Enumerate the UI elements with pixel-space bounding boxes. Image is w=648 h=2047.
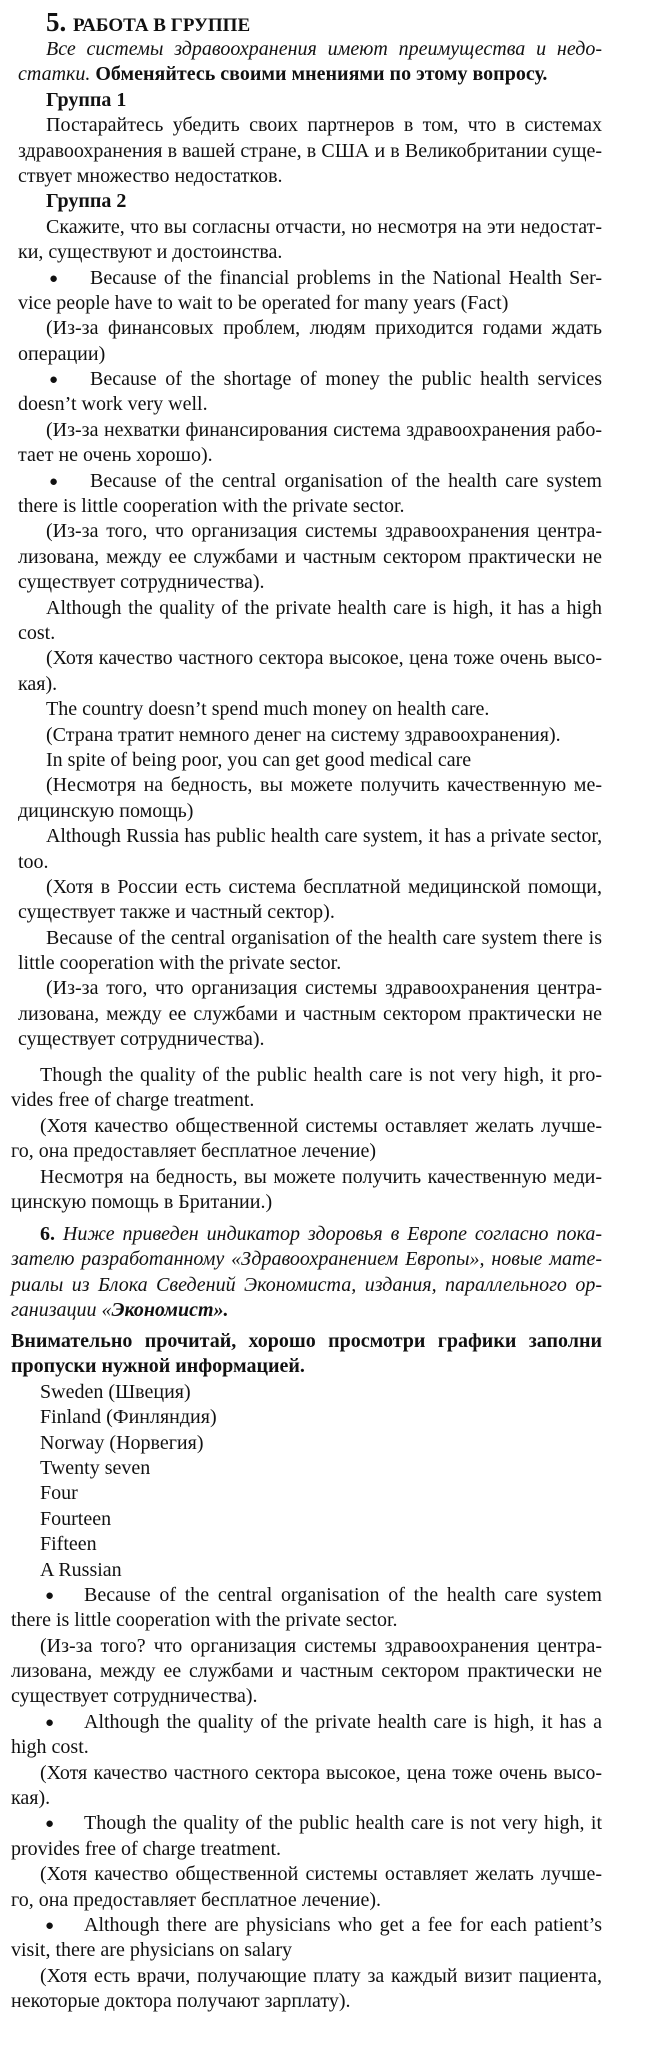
text-segment: Все системы здравоохранения имеют преимущества и недо-	[46, 38, 602, 60]
bullet-paragraph	[18, 367, 602, 418]
text-paragraph	[18, 596, 602, 647]
line-text: provides free of charge treatment.	[11, 1837, 282, 1860]
line-text: Because of the central organisation of the health care system	[90, 469, 602, 492]
text-line	[18, 266, 602, 291]
line-text: (Из-за финансовых проблем, людям приходится годами ждать	[46, 317, 602, 340]
line-text: кая).	[11, 1787, 51, 1810]
text-line	[11, 1786, 602, 1811]
text-line	[11, 1273, 602, 1298]
line-text: Although there are physicians who get a fee for each patient’s	[84, 1913, 602, 1936]
text-line	[18, 824, 602, 849]
text-paragraph	[18, 773, 602, 824]
text-line	[18, 1027, 602, 1052]
line-text: (Несмотря на бедность, вы можете получить качественную ме-	[46, 774, 602, 797]
text-line	[18, 62, 602, 87]
text-line	[18, 392, 602, 417]
text-paragraph	[18, 976, 602, 1052]
text-line	[11, 1507, 602, 1532]
text-line	[11, 1761, 602, 1786]
text-paragraph	[18, 697, 602, 722]
line-text: vice people have to wait to be operated for many years (Fact)	[18, 291, 509, 314]
text-line	[11, 1380, 602, 1405]
text-paragraph	[11, 1761, 602, 1812]
text-segment: Обменяйтесь своими мнениями по этому вопросу.	[90, 63, 548, 86]
text-line	[11, 1481, 602, 1506]
bullet-paragraph	[11, 1811, 602, 1862]
text-line	[11, 1634, 602, 1659]
text-paragraph	[11, 1862, 602, 1913]
line-text: little cooperation with the private sector.	[18, 952, 342, 975]
text-line	[11, 1088, 602, 1113]
text-line	[18, 342, 602, 367]
text-line	[18, 418, 602, 443]
text-segment: ганизации «	[11, 1299, 112, 1322]
text-paragraph	[18, 824, 602, 875]
subheading-paragraph	[18, 88, 602, 113]
list-item-paragraph	[11, 1481, 602, 1506]
line-text: (Из-за того, что организация системы здравоохранения центра-	[46, 977, 602, 1000]
text-line	[18, 951, 602, 976]
bullet-paragraph	[18, 266, 602, 317]
text-segment: зателю разработанному «Здравоохранением Европы», новые мате-	[11, 1248, 602, 1271]
text-line	[11, 1659, 602, 1684]
list-item-paragraph	[11, 1558, 602, 1583]
text-line	[18, 850, 602, 875]
text-line	[18, 748, 602, 773]
line-text: Fourteen	[40, 1507, 112, 1530]
line-text: A Russian	[40, 1558, 122, 1581]
text-line	[18, 976, 602, 1001]
line-text: (Хотя есть врачи, получающие плату за каждый визит пациента,	[40, 1964, 602, 1987]
line-text: цинскую помощь в Британии.)	[11, 1190, 273, 1213]
text-line	[18, 672, 602, 697]
text-line	[18, 926, 602, 951]
text-line	[11, 1139, 602, 1164]
line-text: лизована, между ее службами и частным сектором практически не	[11, 1660, 602, 1683]
exercise-paragraph	[11, 1222, 602, 1324]
line-text: здравоохранения в вашей стране, в США и в Великобритании суще-	[18, 139, 602, 162]
text-line	[18, 37, 602, 62]
text-line	[11, 1247, 602, 1272]
line-text: лизована, между ее службами и частным сектором практически не	[18, 545, 602, 568]
line-text: (Из-за того? что организация системы здравоохранения центра-	[40, 1634, 602, 1657]
text-paragraph	[18, 316, 602, 367]
text-paragraph	[11, 1964, 602, 2015]
text-segment: 5.	[46, 7, 73, 37]
text-line	[18, 469, 602, 494]
line-text: (Страна тратит немного денег на систему здравоохранения).	[46, 723, 561, 746]
bullet-paragraph	[11, 1583, 602, 1634]
text-line	[18, 900, 602, 925]
text-line	[18, 291, 602, 316]
text-paragraph	[18, 215, 602, 266]
line-text: кая).	[18, 672, 58, 695]
text-line	[18, 494, 602, 519]
bullet-icon: ●	[45, 1917, 55, 1934]
line-text: vides free of charge treatment.	[11, 1089, 255, 1112]
text-segment: Ниже приведен индикатор здоровья в Европе согласно пока-	[62, 1223, 602, 1245]
line-text: there is little cooperation with the private sector.	[11, 1609, 398, 1632]
line-text: существует также и частный сектор).	[18, 901, 335, 924]
line-text: Norway (Норвегия)	[40, 1431, 204, 1454]
line-text: (Хотя в России есть система бесплатной медицинской помощи,	[46, 875, 602, 898]
text-line	[11, 1735, 602, 1760]
text-line	[11, 1354, 602, 1379]
text-line	[11, 1558, 602, 1583]
subheading-paragraph	[18, 189, 602, 214]
line-text: дицинскую помощь)	[18, 799, 194, 822]
list-item-paragraph	[11, 1431, 602, 1456]
text-line	[18, 240, 602, 265]
text-paragraph	[18, 723, 602, 748]
section-exercise-6	[11, 1222, 602, 1324]
text-line	[11, 1608, 602, 1633]
text-line	[11, 1938, 602, 1963]
heading-paragraph	[18, 9, 602, 37]
text-line	[11, 1837, 602, 1862]
line-text: Four	[40, 1482, 78, 1505]
text-line	[18, 697, 602, 722]
text-line	[11, 1165, 602, 1190]
text-line	[18, 545, 602, 570]
text-line	[11, 1964, 602, 1989]
line-text: Постарайтесь убедить своих партнеров в том, что в системах	[46, 114, 602, 137]
text-line	[18, 723, 602, 748]
list-item-paragraph	[11, 1532, 602, 1557]
line-text: (Хотя качество общественной системы оставляет желать лучше-	[40, 1863, 602, 1886]
text-segment: риалы из Блока Сведений Экономиста, издания, параллельного ор-	[11, 1273, 602, 1296]
text-segment: Внимательно прочитай, хорошо просмотри графики заполни	[11, 1330, 602, 1352]
line-text: го, она предоставляет бесплатное лечение)	[11, 1140, 376, 1163]
line-text: The country doesn’t spend much money on health care.	[46, 698, 490, 721]
line-text: ки, существуют и достоинства.	[18, 241, 283, 264]
text-line	[18, 773, 602, 798]
text-paragraph	[18, 418, 602, 469]
text-line	[11, 1888, 602, 1913]
bullet-icon: ●	[45, 1816, 55, 1833]
text-line	[11, 1329, 602, 1354]
line-text: лизована, между ее службами и частным сектором практически не	[18, 1002, 602, 1025]
line-text: Although the quality of the private health care is high, it has a high	[46, 596, 602, 619]
text-line	[11, 1913, 602, 1938]
line-text: doesn’t work very well.	[18, 393, 208, 416]
line-text: Скажите, что вы согласны отчасти, но несмотря на эти недостат-	[46, 215, 602, 238]
line-text: In spite of being poor, you can get good medical care	[46, 748, 472, 771]
line-text: Although the quality of the private health care is high, it has a	[84, 1710, 602, 1733]
line-text: Because of the central organisation of the health care system	[84, 1583, 602, 1606]
text-line	[11, 1190, 602, 1215]
text-line	[11, 1710, 602, 1735]
text-line	[18, 367, 602, 392]
text-paragraph	[18, 748, 602, 773]
intro-paragraph	[18, 37, 602, 88]
text-line	[11, 1989, 602, 2014]
text-line	[18, 1002, 602, 1027]
text-line	[11, 1456, 602, 1481]
line-text: (Из-за того, что организация системы здравоохранения центра-	[46, 520, 602, 543]
text-line	[11, 1684, 602, 1709]
line-text: visit, there are physicians on salary	[11, 1939, 293, 1962]
line-text: Although Russia has public health care system, it has a private sector,	[46, 825, 602, 848]
text-segment: пропуски нужной информацией.	[11, 1355, 305, 1378]
section-group-work	[18, 9, 602, 1053]
text-line	[18, 9, 602, 37]
bullet-icon: ●	[45, 1714, 55, 1731]
text-segment: ».	[213, 1299, 229, 1322]
text-line	[18, 570, 602, 595]
text-line	[11, 1114, 602, 1139]
line-text: (Хотя качество общественной системы оставляет желать лучше-	[40, 1114, 602, 1137]
bullet-paragraph	[11, 1913, 602, 1964]
line-text: Because of the shortage of money the public health services	[90, 368, 602, 391]
bullet-icon: ●	[49, 473, 59, 490]
text-paragraph	[18, 519, 602, 595]
text-segment: статки.	[18, 63, 91, 86]
list-item-paragraph	[11, 1507, 602, 1532]
bullet-icon: ●	[49, 372, 59, 389]
line-text: (Из-за нехватки финансирования система здравоохранения рабо-	[46, 418, 602, 441]
list-item-paragraph	[11, 1380, 602, 1405]
text-paragraph	[11, 1114, 602, 1165]
text-segment: 6.	[40, 1223, 63, 1245]
bullet-icon: ●	[49, 270, 59, 287]
text-line	[18, 113, 602, 138]
text-line	[11, 1431, 602, 1456]
text-line	[11, 1298, 602, 1323]
line-text: Because of the central organisation of the health care system there is	[46, 926, 602, 949]
line-text: cost.	[18, 621, 56, 644]
section-public-care-notes	[11, 1063, 602, 1215]
line-text: there is little cooperation with the private sector.	[18, 495, 405, 518]
line-text: too.	[18, 850, 49, 873]
text-paragraph	[18, 926, 602, 977]
text-paragraph	[11, 1165, 602, 1216]
text-line	[18, 646, 602, 671]
text-paragraph	[18, 113, 602, 189]
section-fill-in-answers	[11, 1329, 602, 2015]
bullet-icon: ●	[45, 1587, 55, 1604]
bullet-paragraph	[18, 469, 602, 520]
text-line	[18, 519, 602, 544]
text-line	[18, 875, 602, 900]
text-line	[11, 1063, 602, 1088]
text-line	[18, 443, 602, 468]
bullet-paragraph	[11, 1710, 602, 1761]
text-line	[11, 1811, 602, 1836]
line-text: Though the quality of the public health care is not very high, it	[84, 1812, 602, 1835]
text-line	[11, 1405, 602, 1430]
text-line	[11, 1583, 602, 1608]
line-text: существует сотрудничества).	[18, 1028, 265, 1051]
text-paragraph	[18, 875, 602, 926]
text-line	[18, 799, 602, 824]
text-line	[18, 596, 602, 621]
line-text: ствует множество недостатков.	[18, 164, 283, 187]
line-text: Because of the financial problems in the National Health Ser-	[90, 266, 602, 289]
text-segment: Группа 2	[46, 190, 127, 213]
line-text: го, она предоставляет бесплатное лечение).	[11, 1888, 381, 1911]
line-text: операции)	[18, 342, 106, 365]
text-segment: РАБОТА В ГРУППЕ	[73, 15, 251, 36]
line-text: Twenty seven	[40, 1456, 151, 1479]
line-text: тает не очень хорошо).	[18, 444, 213, 467]
line-text: Finland (Финляндия)	[40, 1406, 217, 1429]
text-line	[18, 316, 602, 341]
line-text: (Хотя качество частного сектора высокое, цена тоже очень высо-	[40, 1761, 602, 1784]
list-item-paragraph	[11, 1405, 602, 1430]
instruction-paragraph	[11, 1329, 602, 1380]
text-paragraph	[11, 1063, 602, 1114]
text-line	[18, 88, 602, 113]
text-segment: Группа 1	[46, 88, 127, 111]
line-text: Несмотря на бедность, вы можете получить качественную меди-	[40, 1165, 602, 1188]
line-text: Fifteen	[40, 1533, 97, 1556]
line-text: Sweden (Швеция)	[40, 1380, 191, 1403]
list-item-paragraph	[11, 1456, 602, 1481]
text-paragraph	[11, 1634, 602, 1710]
text-line	[18, 139, 602, 164]
text-segment: Экономист	[111, 1299, 214, 1322]
text-paragraph	[18, 646, 602, 697]
text-line	[18, 621, 602, 646]
text-line	[11, 1532, 602, 1557]
line-text: high cost.	[11, 1736, 89, 1759]
line-text: (Хотя качество частного сектора высокое, цена тоже очень высо-	[46, 647, 602, 670]
text-line	[18, 164, 602, 189]
line-text: существует сотрудничества).	[11, 1685, 258, 1708]
text-line	[18, 215, 602, 240]
line-text: Though the quality of the public health care is not very high, it pro-	[40, 1064, 602, 1086]
text-line	[11, 1222, 602, 1247]
line-text: некоторые доктора получают зарплату).	[11, 1990, 351, 2013]
line-text: существует сотрудничества).	[18, 571, 265, 594]
text-line	[11, 1862, 602, 1887]
text-line	[18, 189, 602, 214]
